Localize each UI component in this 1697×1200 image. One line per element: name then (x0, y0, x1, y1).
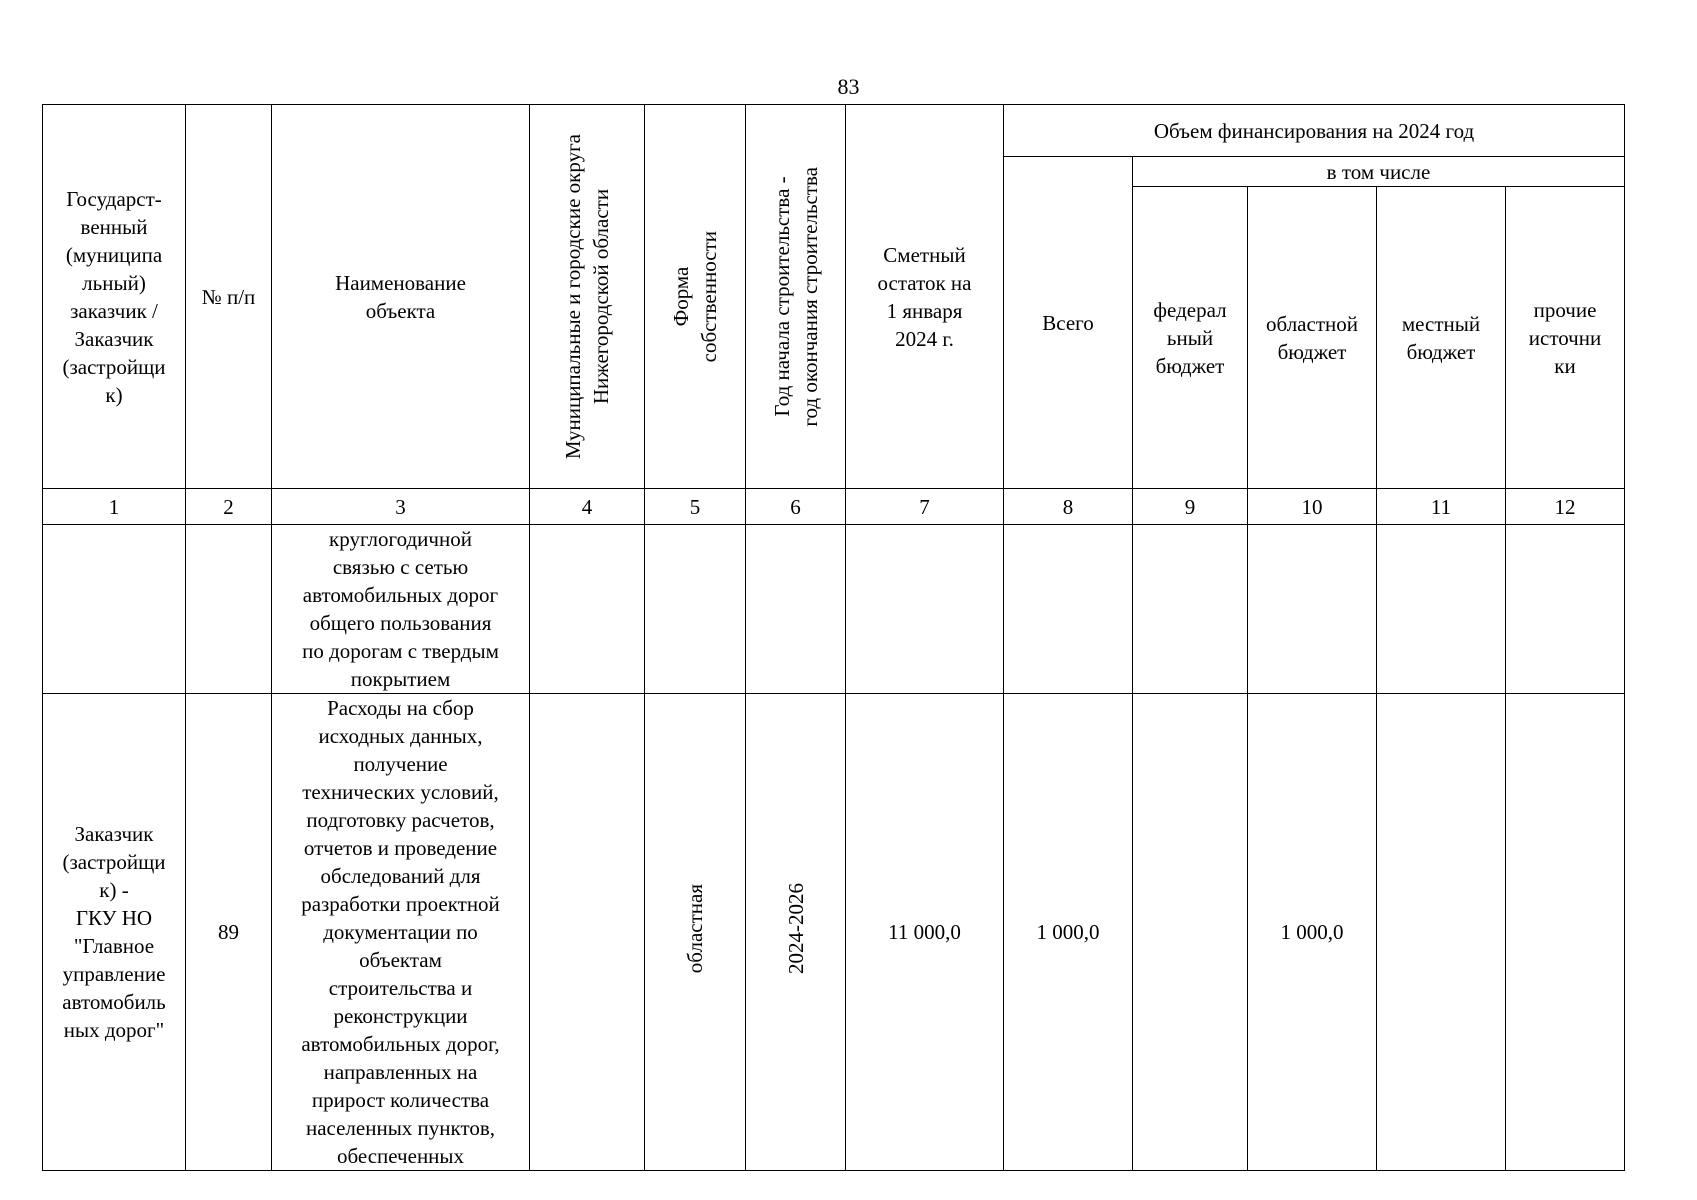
page-number: 83 (837, 74, 860, 99)
cell-customer-text: Заказчик (застройщи к) - ГКУ НО "Главное управление автомобиль ных дорог" (62, 822, 166, 1042)
header-num-text: № п/п (201, 284, 256, 309)
header-municipal-line2: Нижегородской области (589, 188, 613, 405)
column-number: 5 (645, 489, 746, 525)
header-total-text: Всего (1042, 310, 1094, 335)
column-number: 4 (530, 489, 645, 525)
cell-federal (1133, 694, 1248, 1171)
header-federal (1133, 187, 1248, 489)
header-funding-group (1004, 105, 1625, 157)
header-other (1506, 187, 1625, 489)
cell-customer (43, 525, 186, 694)
column-number: 10 (1248, 489, 1377, 525)
cell-ownership (645, 694, 746, 1171)
header-years-line2: год окончания строительства (797, 166, 822, 427)
column-number: 1 (43, 489, 186, 525)
cell-regional: 1 000,0 (1248, 694, 1377, 1171)
cell-customer (43, 694, 186, 1171)
cell-federal (1133, 525, 1248, 694)
column-number: 3 (272, 489, 530, 525)
header-including (1133, 157, 1625, 187)
header-ownership-line2: собственности (697, 230, 721, 363)
cell-local (1377, 694, 1506, 1171)
header-estimate-text: Сметный остаток на 1 января 2024 г. (877, 242, 972, 351)
cell-name (272, 694, 530, 1171)
cell-years-text: 2024-2026 (783, 883, 808, 974)
header-regional-text: областной бюджет (1266, 311, 1358, 364)
cell-other (1506, 694, 1625, 1171)
header-name (272, 105, 530, 489)
cell-estimate: 11 000,0 (846, 694, 1004, 1171)
column-number: 8 (1004, 489, 1133, 525)
cell-estimate (846, 525, 1004, 694)
header-municipal-text (559, 134, 615, 459)
column-number: 2 (186, 489, 272, 525)
cell-years (746, 694, 846, 1171)
header-ownership (645, 105, 746, 489)
cell-ownership-text: областная (683, 883, 707, 974)
header-regional (1248, 187, 1377, 489)
header-municipal-line1: Муниципальные и городские округа (561, 133, 585, 460)
cell-other (1506, 525, 1625, 694)
cell-num: 89 (186, 694, 272, 1171)
header-years-line1: Год начала строительства - (769, 176, 794, 417)
column-number: 11 (1377, 489, 1506, 525)
header-including-text: в том числе (1326, 159, 1431, 184)
header-years-text (768, 167, 824, 427)
cell-local (1377, 525, 1506, 694)
header-other-text: прочие источни ки (1528, 297, 1602, 378)
cell-municipal (530, 694, 645, 1171)
cell-num (186, 525, 272, 694)
header-years (746, 105, 846, 489)
cell-name-text: Расходы на сбор исходных данных, получение технических условий, подготовку расчетов, отчетов и проведение обследований для разработки проектной документации по объектам строительства и реконструкции автомобильных дорог, направленных на прирост количества населенных пунктов, обеспеченных (301, 696, 500, 1168)
header-funding-group-text: Объем финансирования на 2024 год (1153, 118, 1475, 143)
cell-regional (1248, 525, 1377, 694)
header-estimate (846, 105, 1004, 489)
column-number-row (43, 489, 1625, 525)
cell-years (746, 525, 846, 694)
cell-total: 1 000,0 (1004, 694, 1133, 1171)
header-total (1004, 157, 1133, 489)
header-municipal (530, 105, 645, 489)
header-ownership-text (667, 231, 723, 362)
column-number: 12 (1506, 489, 1625, 525)
cell-name-text: круглогодичной связью с сетью автомобильных дорог общего пользования по дорогам с твердым покрытием (302, 527, 499, 691)
table-row (43, 525, 1625, 694)
header-name-text: Наименование объекта (335, 270, 466, 323)
column-number: 6 (746, 489, 846, 525)
header-ownership-line1: Форма (669, 266, 693, 327)
cell-municipal (530, 525, 645, 694)
header-federal-text: федерал ьный бюджет (1153, 297, 1227, 378)
cell-total (1004, 525, 1133, 694)
header-local (1377, 187, 1506, 489)
cell-name (272, 525, 530, 694)
column-number: 9 (1133, 489, 1248, 525)
table-row (43, 694, 1625, 1171)
cell-ownership (645, 525, 746, 694)
column-number: 7 (846, 489, 1004, 525)
header-customer-text: Государст- венный (муниципа льный) заказчик / Заказчик (застройщи к) (62, 186, 166, 407)
header-num (186, 105, 272, 489)
funding-table (42, 104, 1625, 1171)
header-customer (43, 105, 186, 489)
header-local-text: местный бюджет (1401, 311, 1481, 364)
